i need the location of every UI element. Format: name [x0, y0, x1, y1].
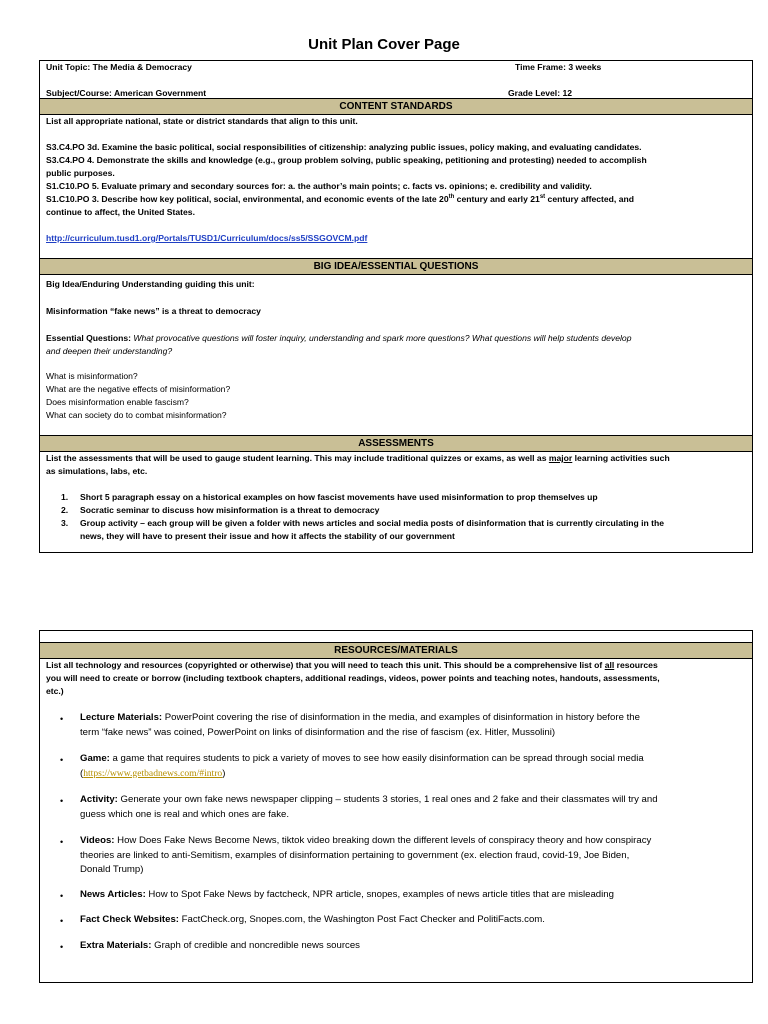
big-idea-prompt: Big Idea/Enduring Understanding guiding this unit: — [46, 279, 255, 289]
subject-course: Subject/Course: American Government — [46, 88, 207, 98]
bullet-icon: • — [60, 714, 64, 724]
assessment-item: Group activity – each group will be given a folder with news articles and social media posts of disinformation that is currently circulating in the — [80, 518, 665, 528]
fact-check-item: Fact Check Websites: FactCheck.org, Snopes.com, the Washington Post Fact Checker and PolitiFacts.com. — [80, 914, 545, 925]
assessments-heading: ASSESSMENTS — [40, 435, 752, 452]
standards-intro: List all appropriate national, state or district standards that align to this unit. — [46, 116, 358, 126]
standard-4: S1.C10.PO 3. Describe how key political, social, environmental, and economic events of the late 20th century and early 21st century affected, and — [46, 194, 634, 204]
activity-item: Activity: Generate your own fake news newspaper clipping – students 3 stories, 1 real ones and 2 fake and their classmates will try and guess which one is real and which ones are fake. — [80, 794, 658, 820]
bullet-icon: • — [60, 796, 64, 806]
standard-1: S3.C4.PO 3d. Examine the basic political, social responsibilities of citizenship: analyzing public issues, policy making, and evaluating candidates. — [46, 142, 642, 152]
extra-materials-item: Extra Materials: Graph of credible and noncredible news sources — [80, 940, 360, 951]
standard-2: S3.C4.PO 4. Demonstrate the skills and knowledge (e.g., group problem solving, public speaking, petitioning and protesting) needed to accomplish — [46, 155, 647, 165]
page-title: Unit Plan Cover Page — [308, 36, 460, 53]
resources-intro: List all technology and resources (copyrighted or otherwise) that you will need to teach this unit. This should be a comprehensive list of all resources — [46, 660, 658, 670]
assessments-intro-cont: as simulations, labs, etc. — [46, 466, 148, 476]
question-4: What can society do to combat misinformation? — [46, 410, 227, 420]
unit-plan-table — [39, 60, 753, 553]
resources-intro-end: etc.) — [46, 686, 64, 696]
assessment-item-cont: news, they will have to present their issue and how it affects the stability of our government — [80, 531, 455, 541]
question-3: Does misinformation enable fascism? — [46, 397, 189, 407]
bullet-icon: • — [60, 942, 64, 952]
question-2: What are the negative effects of misinformation? — [46, 384, 231, 394]
question-1: What is misinformation? — [46, 371, 138, 381]
content-standards-heading: CONTENT STANDARDS — [40, 98, 752, 115]
curriculum-link[interactable]: http://curriculum.tusd1.org/Portals/TUSD1/Curriculum/docs/ss5/SSGOVCM.pdf — [46, 233, 368, 243]
game-link[interactable]: https://www.getbadnews.com/#intro — [83, 767, 223, 779]
big-idea-heading: BIG IDEA/ESSENTIAL QUESTIONS — [40, 258, 752, 275]
assessment-number: 3. — [61, 518, 69, 528]
big-idea-statement: Misinformation “fake news” is a threat to democracy — [46, 306, 261, 316]
bullet-icon: • — [60, 891, 64, 901]
assessment-item: Short 5 paragraph essay on a historical examples on how fascist movements have used misinformation to prop themselves up — [80, 492, 598, 502]
videos-item: Videos: How Does Fake News Become News, tiktok video breaking down the different levels of conspiracy theory and how conspiracy theories are linked to anti-Semitism, examples of disinformation pertaining to government (ex. election fraud, covid-19, Joe Biden, Donald Trump) — [80, 835, 652, 875]
resources-table — [39, 630, 753, 983]
unit-topic: Unit Topic: The Media & Democracy — [46, 62, 192, 72]
bullet-icon: • — [60, 916, 64, 926]
assessment-number: 1. — [61, 492, 69, 502]
essential-questions-prompt-cont: and deepen their understanding? — [46, 346, 173, 356]
news-articles-item: News Articles: How to Spot Fake News by factcheck, NPR article, snopes, examples of news article titles that are misleading — [80, 889, 614, 900]
resources-heading: RESOURCES/MATERIALS — [40, 642, 752, 659]
assessment-item: Socratic seminar to discuss how misinformation is a threat to democracy — [80, 505, 380, 515]
essential-questions-prompt: Essential Questions: What provocative questions will foster inquiry, understanding and spark more questions? What questions will help students develop — [46, 333, 632, 343]
resources-intro-cont: you will need to create or borrow (including textbook chapters, additional readings, videos, power points and teaching notes, handouts, assessments, — [46, 673, 660, 683]
standard-2-cont: public purposes. — [46, 168, 115, 178]
bullet-icon: • — [60, 755, 64, 765]
assessment-number: 2. — [61, 505, 69, 515]
time-frame: Time Frame: 3 weeks — [515, 62, 602, 72]
game-item: Game: a game that requires students to pick a variety of moves to see how easily disinformation can be spread through social media (https://www.getbadnews.com/#intro) — [80, 753, 644, 779]
lecture-materials-item: Lecture Materials: PowerPoint covering the rise of disinformation in the media, and examples of disinformation in history before the term “fake news” was coined, PowerPoint on links of disinformation and the rise of fascism (ex. Hitler, Mussolini) — [80, 712, 640, 738]
standard-3: S1.C10.PO 5. Evaluate primary and secondary sources for: a. the author’s main points; c. facts vs. opinions; e. credibility and validity. — [46, 181, 592, 191]
grade-level: Grade Level: 12 — [508, 88, 573, 98]
standard-4-cont: continue to affect, the United States. — [46, 207, 195, 217]
assessments-intro: List the assessments that will be used to gauge student learning. This may include traditional quizzes or exams, as well as major learning activities such — [46, 453, 670, 463]
bullet-icon: • — [60, 837, 64, 847]
